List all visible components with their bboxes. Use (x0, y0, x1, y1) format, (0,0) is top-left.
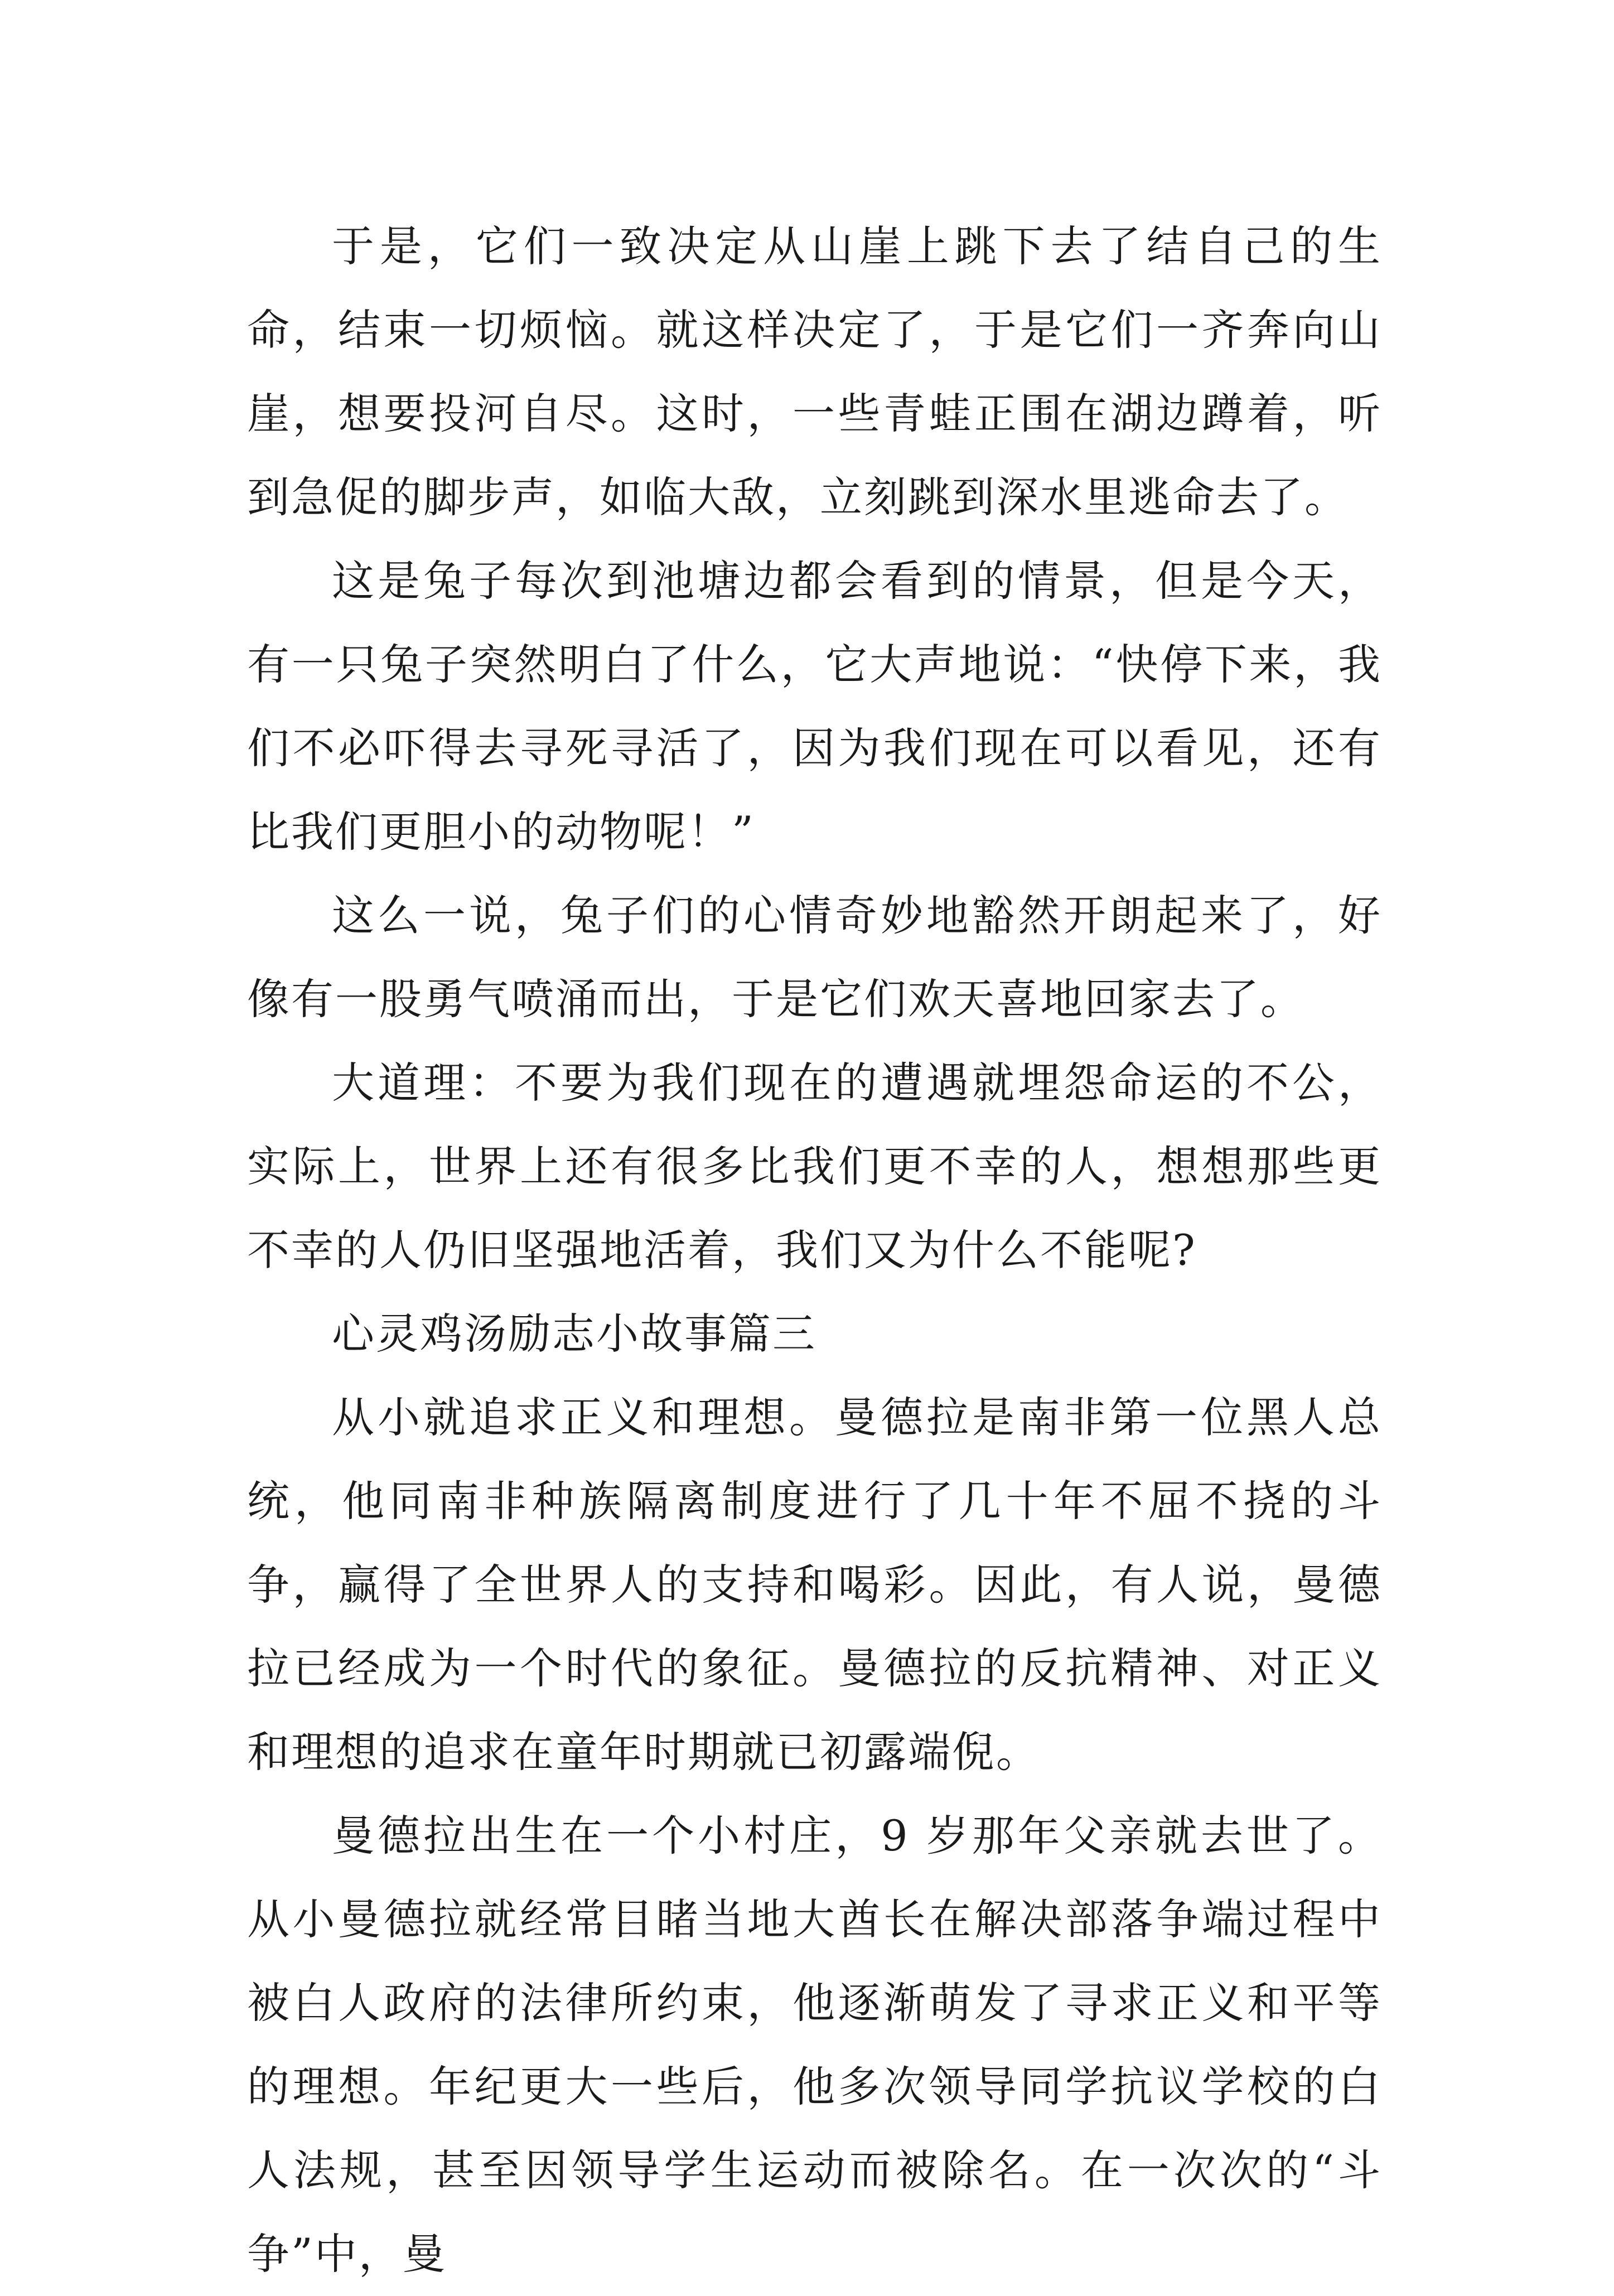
paragraph-rabbits-cheer: 这么一说，兔子们的心情奇妙地豁然开朗起来了，好像有一股勇气喷涌而出，于是它们欢天喜地回家去了。 (247, 891, 1382, 1024)
section-heading: 心灵鸡汤励志小故事篇三 (332, 1309, 816, 1359)
paragraph-mandela-childhood: 曼德拉出生在一个小村庄，9 岁那年父亲就去世了。从小曼德拉就经常目睹当地大酋长在解决部落争端过程中被白人政府的法律所约束，他逐渐萌发了寻求正义和平等的理想。年纪更大一些后，他多次领导同学抗议学校的白人法规，甚至因领导学生运动而被除名。在一次次的“斗争”中，曼 (247, 1811, 1382, 2279)
paragraph-mandela-intro: 从小就追求正义和理想。曼德拉是南非第一位黑人总统，他同南非种族隔离制度进行了几十年不屈不挠的斗争，赢得了全世界人的支持和喝彩。因此，有人说，曼德拉已经成为一个时代的象征。曼德拉的反抗精神、对正义和理想的追求在童年时期就已初露端倪。 (247, 1393, 1382, 1777)
paragraph-moral: 大道理：不要为我们现在的遭遇就埋怨命运的不公，实际上，世界上还有很多比我们更不幸的人，想想那些更不幸的人仍旧坚强地活着，我们又为什么不能呢? (247, 1058, 1382, 1275)
paragraph-rabbits-decide: 于是，它们一致决定从山崖上跳下去了结自己的生命，结束一切烦恼。就这样决定了，于是它们一齐奔向山崖，想要投河自尽。这时，一些青蛙正围在湖边蹲着，听到急促的脚步声，如临大敌，立刻跳到深水里逃命去了。 (247, 221, 1382, 522)
document-body (247, 205, 1382, 2296)
paragraph-rabbit-realizes: 这是兔子每次到池塘边都会看到的情景，但是今天，有一只兔子突然明白了什么，它大声地说：“快停下来，我们不必吓得去寻死寻活了，因为我们现在可以看见，还有比我们更胆小的动物呢！” (247, 556, 1382, 857)
